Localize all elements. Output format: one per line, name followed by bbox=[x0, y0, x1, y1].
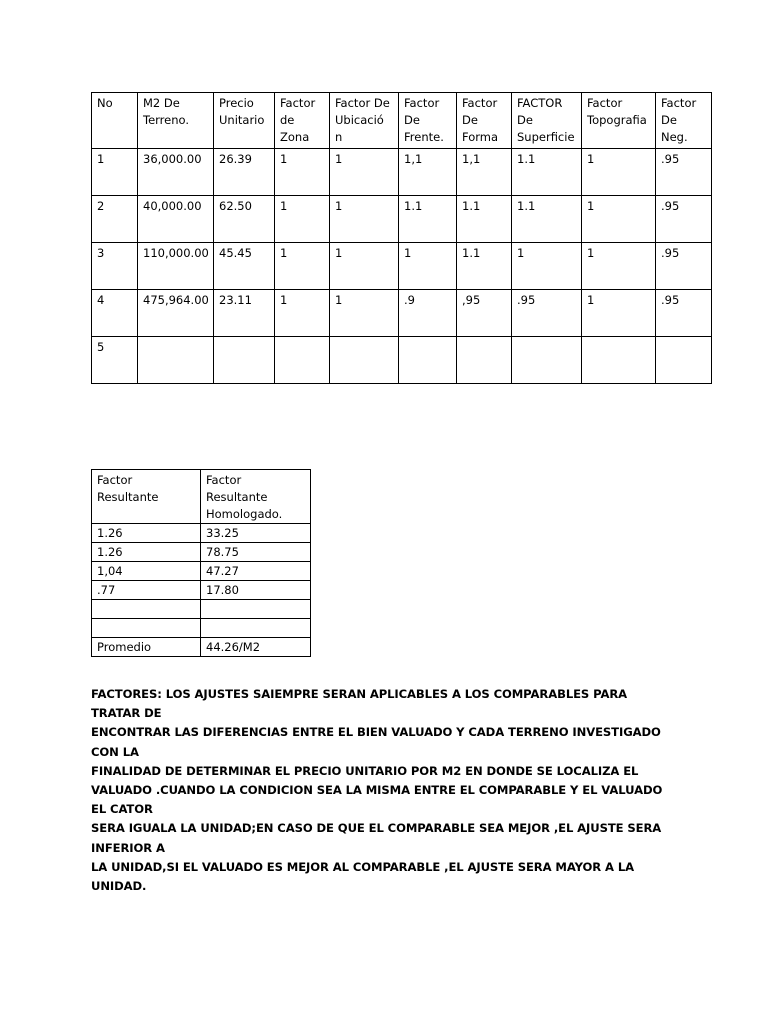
table-cell: 5 bbox=[92, 337, 138, 384]
table-cell bbox=[201, 600, 311, 619]
header-cell-factor-homologado: Factor Resultante Homologado. bbox=[201, 470, 311, 524]
table-cell: 1 bbox=[399, 243, 457, 290]
header-cell-zona: Factor de Zona bbox=[275, 93, 330, 149]
table-row bbox=[92, 243, 712, 290]
header-cell-forma: Factor De Forma bbox=[457, 93, 512, 149]
table-cell bbox=[512, 337, 582, 384]
explanation-line: FACTORES: LOS AJUSTES SAIEMPRE SERAN APLICABLES A LOS COMPARABLES PARA TRATAR DE bbox=[91, 687, 628, 721]
table-cell bbox=[138, 337, 214, 384]
header-cell-frente: Factor De Frente. bbox=[399, 93, 457, 149]
table-cell: 40,000.00 bbox=[138, 196, 214, 243]
table-cell: 1 bbox=[582, 290, 656, 337]
table-cell bbox=[92, 600, 201, 619]
table-cell: 1 bbox=[275, 243, 330, 290]
table-row bbox=[92, 337, 712, 384]
table-cell: ,95 bbox=[457, 290, 512, 337]
table-cell: 26.39 bbox=[214, 149, 275, 196]
table-cell: 110,000.00 bbox=[138, 243, 214, 290]
average-row bbox=[92, 638, 311, 657]
result-header-row bbox=[92, 470, 311, 524]
table-cell: 1,1 bbox=[399, 149, 457, 196]
table-cell: 62.50 bbox=[214, 196, 275, 243]
factors-explanation bbox=[91, 685, 671, 896]
table-cell bbox=[399, 337, 457, 384]
table-cell: 45.45 bbox=[214, 243, 275, 290]
header-cell-topografia: Factor Topografia bbox=[582, 93, 656, 149]
table-cell: 1 bbox=[330, 149, 399, 196]
table-cell: 1 bbox=[92, 149, 138, 196]
table-cell bbox=[656, 337, 712, 384]
table-cell bbox=[582, 337, 656, 384]
header-cell-neg: Factor De Neg. bbox=[656, 93, 712, 149]
factors-header-row bbox=[92, 93, 712, 149]
table-cell: 1.1 bbox=[457, 243, 512, 290]
header-cell-m2: M2 De Terreno. bbox=[138, 93, 214, 149]
average-label: Promedio bbox=[92, 638, 201, 657]
table-cell: 1.26 bbox=[92, 524, 201, 543]
table-row bbox=[92, 524, 311, 543]
table-cell: 1 bbox=[275, 149, 330, 196]
table-cell: 17.80 bbox=[201, 581, 311, 600]
header-cell-superficie: FACTOR De Superficie bbox=[512, 93, 582, 149]
table-cell: 2 bbox=[92, 196, 138, 243]
table-cell: 4 bbox=[92, 290, 138, 337]
table-cell: .95 bbox=[656, 290, 712, 337]
table-cell: 1 bbox=[275, 290, 330, 337]
table-row bbox=[92, 562, 311, 581]
table-cell: 47.27 bbox=[201, 562, 311, 581]
table-cell: .95 bbox=[656, 196, 712, 243]
explanation-line: LA UNIDAD,SI EL VALUADO ES MEJOR AL COMPARABLE ,EL AJUSTE SERA MAYOR A LA UNIDAD. bbox=[91, 859, 634, 894]
table-cell: 78.75 bbox=[201, 543, 311, 562]
table-cell: 1 bbox=[330, 290, 399, 337]
table-cell: 1.1 bbox=[512, 196, 582, 243]
table-cell: 1.1 bbox=[399, 196, 457, 243]
explanation-line: SERA IGUALA LA UNIDAD;EN CASO DE QUE EL COMPARABLE SEA MEJOR ,EL AJUSTE SERA INFERIOR A bbox=[91, 821, 662, 855]
table-row bbox=[92, 543, 311, 562]
table-row bbox=[92, 196, 712, 243]
table-cell: 475,964.00 bbox=[138, 290, 214, 337]
table-cell: 3 bbox=[92, 243, 138, 290]
table-row bbox=[92, 619, 311, 638]
table-row bbox=[92, 581, 311, 600]
table-cell: 23.11 bbox=[214, 290, 275, 337]
table-row bbox=[92, 600, 311, 619]
table-cell: 1 bbox=[582, 243, 656, 290]
table-cell: 1 bbox=[330, 243, 399, 290]
table-cell: 1.1 bbox=[457, 196, 512, 243]
header-cell-ubicacion: Factor De Ubicació n bbox=[330, 93, 399, 149]
table-cell: .95 bbox=[656, 243, 712, 290]
table-cell: 1 bbox=[582, 196, 656, 243]
factors-table bbox=[91, 92, 712, 384]
table-row bbox=[92, 290, 712, 337]
table-cell: 1,04 bbox=[92, 562, 201, 581]
table-cell bbox=[457, 337, 512, 384]
table-cell bbox=[214, 337, 275, 384]
table-cell: .9 bbox=[399, 290, 457, 337]
header-cell-precio: Precio Unitario bbox=[214, 93, 275, 149]
explanation-line: FINALIDAD DE DETERMINAR EL PRECIO UNITARIO POR M2 EN DONDE SE LOCALIZA EL bbox=[91, 763, 639, 778]
table-cell bbox=[92, 619, 201, 638]
table-cell: 1 bbox=[275, 196, 330, 243]
table-cell: .77 bbox=[92, 581, 201, 600]
table-cell bbox=[201, 619, 311, 638]
table-cell: 1,1 bbox=[457, 149, 512, 196]
table-cell: 1.26 bbox=[92, 543, 201, 562]
table-cell: .95 bbox=[656, 149, 712, 196]
explanation-line: VALUADO .CUANDO LA CONDICION SEA LA MISMA ENTRE EL COMPARABLE Y EL VALUADO EL CATOR bbox=[91, 783, 663, 817]
table-cell: 1 bbox=[582, 149, 656, 196]
explanation-line: ENCONTRAR LAS DIFERENCIAS ENTRE EL BIEN VALUADO Y CADA TERRENO INVESTIGADO CON LA bbox=[91, 725, 661, 759]
result-factor-table bbox=[91, 469, 311, 657]
table-row bbox=[92, 149, 712, 196]
header-cell-no: No bbox=[92, 93, 138, 149]
table-cell: 1.1 bbox=[512, 149, 582, 196]
table-cell bbox=[330, 337, 399, 384]
average-value: 44.26/M2 bbox=[201, 638, 311, 657]
table-cell: 1 bbox=[512, 243, 582, 290]
table-cell: .95 bbox=[512, 290, 582, 337]
header-cell-factor-resultante: Factor Resultante bbox=[92, 470, 201, 524]
table-cell: 36,000.00 bbox=[138, 149, 214, 196]
table-cell: 33.25 bbox=[201, 524, 311, 543]
table-cell bbox=[275, 337, 330, 384]
table-cell: 1 bbox=[330, 196, 399, 243]
